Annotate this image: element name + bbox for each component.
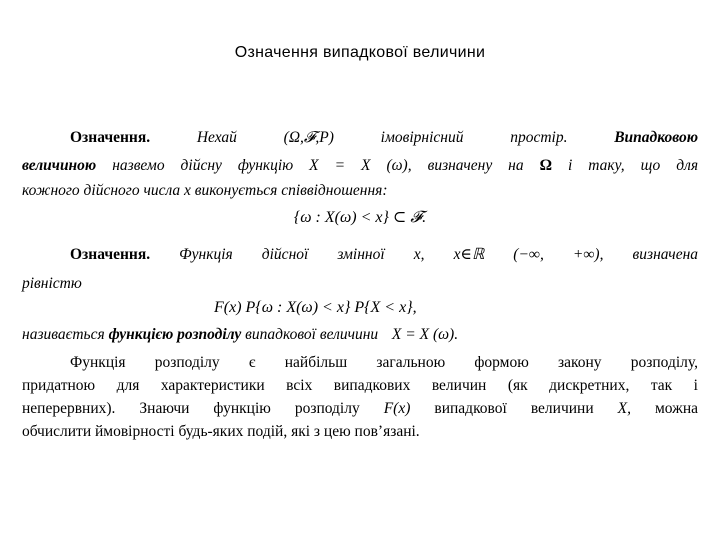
para-line4: обчислити ймовірності будь-яких подій, які з цею пов’язані. xyxy=(22,423,420,440)
def1-line2 xyxy=(22,156,698,176)
def1-text: і таку, що для xyxy=(568,157,699,174)
para-line1: Функція розподілу є найбільш загальною формою закону розподілу, xyxy=(70,354,698,371)
def2-inline-formula: X = X (ω). xyxy=(391,326,459,343)
def2-line2: рівністю xyxy=(22,275,82,292)
def2-label: Означення. xyxy=(70,246,151,263)
def2-formula: F(x) P{ω : X(ω) < x} P{X < x}, xyxy=(214,299,417,316)
def1-text: Нехай xyxy=(196,129,237,146)
def1-line1 xyxy=(22,128,698,148)
def1-formula: {ω : X(ω) < x} ⊂ 𝓕. xyxy=(293,209,427,226)
def1-text: визначену на xyxy=(427,157,524,174)
def1-term: величиною xyxy=(22,157,97,174)
def2-text: називається xyxy=(22,326,105,343)
para-line2: придатною для характеристики всіх випадкових величин (як дискретних, так і xyxy=(22,377,698,394)
omega-symbol: Ω xyxy=(539,157,553,174)
fx-symbol: F(x) xyxy=(383,400,411,417)
def2-text: випадкової величини xyxy=(245,326,379,343)
def1-term: Випадковою xyxy=(614,129,699,146)
def2-text: визначена xyxy=(632,246,699,263)
def1-label: Означення. xyxy=(70,129,151,146)
def1-inline-formula: X = X (ω), xyxy=(309,157,412,174)
para-text: неперервних). Знаючи функцію розподілу xyxy=(22,400,360,417)
def2-term: функцією розподілу xyxy=(108,326,242,343)
def2-domain: x∈ℝ (−∞, +∞), xyxy=(453,246,604,263)
probability-space: (Ω,𝓕,P) xyxy=(283,129,334,146)
def1-text: імовірнісний простір. xyxy=(380,129,568,146)
slide-title: Означення випадкової величини xyxy=(234,44,486,61)
para-text: випадкової величини xyxy=(434,400,594,417)
def1-text: назвемо дійсну функцію xyxy=(112,157,294,174)
para-line3 xyxy=(22,399,698,419)
def1-line3: кожного дійсного числа x виконується співвідношення: xyxy=(22,182,388,199)
def2-line4 xyxy=(22,325,698,345)
para-text: можна xyxy=(654,400,699,417)
x-symbol: X, xyxy=(617,400,631,417)
def2-text: Функція дійсної змінної x, xyxy=(179,246,425,263)
def2-line1 xyxy=(22,245,698,265)
